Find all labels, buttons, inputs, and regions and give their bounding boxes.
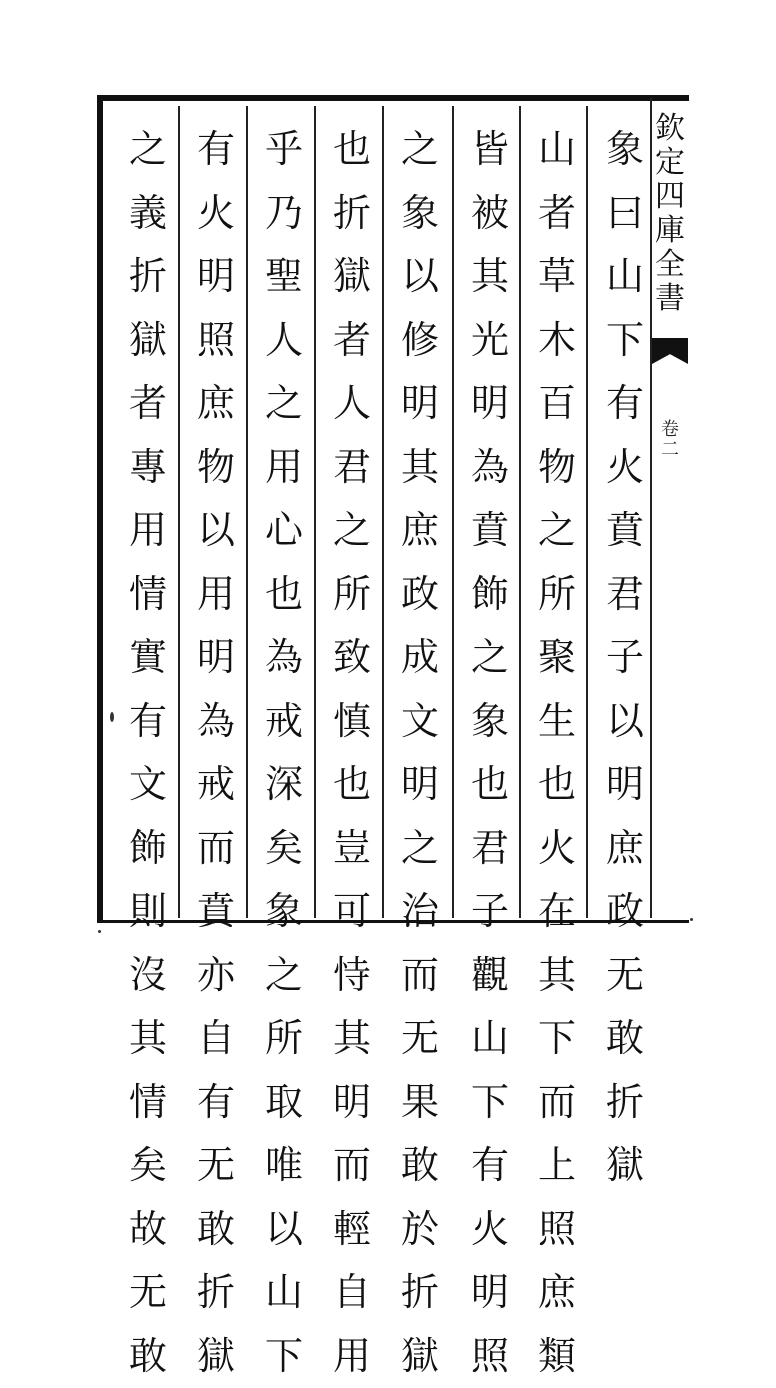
character: 賁: [597, 499, 653, 563]
character: 飾: [120, 817, 176, 881]
margin-title: [650, 112, 690, 316]
character: 也: [256, 563, 312, 627]
character: 火: [529, 817, 585, 881]
character: 生: [529, 690, 585, 754]
character: 庶: [188, 372, 244, 436]
character: 照: [529, 1198, 585, 1262]
character: 用: [120, 499, 176, 563]
column-rule: [178, 106, 180, 918]
character: 乎: [256, 118, 312, 182]
character: 曰: [597, 182, 653, 246]
character: 情: [120, 1071, 176, 1135]
character: 有: [120, 690, 176, 754]
character: 君: [597, 563, 653, 627]
character: 明: [188, 245, 244, 309]
character: 明: [392, 372, 448, 436]
character: 獄: [120, 309, 176, 373]
character: 火: [462, 1198, 518, 1262]
character: 致: [324, 626, 380, 690]
character: 之: [256, 372, 312, 436]
character: 為: [188, 690, 244, 754]
character: 之: [324, 499, 380, 563]
character: 實: [120, 626, 176, 690]
character: 類: [529, 1325, 585, 1388]
character: 君: [324, 436, 380, 500]
character: 義: [120, 182, 176, 246]
character: 為: [256, 626, 312, 690]
character: 无: [597, 944, 653, 1008]
character: 山: [529, 118, 585, 182]
character: 其: [529, 944, 585, 1008]
character: 子: [462, 880, 518, 944]
character: 獄: [324, 245, 380, 309]
character: 於: [392, 1198, 448, 1262]
character: 之: [529, 499, 585, 563]
character: 子: [597, 626, 653, 690]
column-rule: [314, 106, 316, 918]
character: 沒: [120, 944, 176, 1008]
character: 矣: [120, 1134, 176, 1198]
text-column-8: [120, 118, 176, 1388]
character: 聚: [529, 626, 585, 690]
character: 之: [462, 626, 518, 690]
character: 物: [529, 436, 585, 500]
character: 折: [597, 1071, 653, 1135]
character: 山: [597, 245, 653, 309]
column-rule: [246, 106, 248, 918]
character: 上: [529, 1134, 585, 1198]
character: 物: [188, 436, 244, 500]
character: 折: [324, 182, 380, 246]
character: 明: [392, 753, 448, 817]
text-column-2: [529, 118, 585, 1388]
character: 治: [392, 880, 448, 944]
character: 下: [529, 1007, 585, 1071]
character: 其: [120, 1007, 176, 1071]
character: 亦: [188, 944, 244, 1008]
character: 庶: [529, 1261, 585, 1325]
column-rule: [586, 106, 588, 918]
character: 火: [597, 436, 653, 500]
character: 也: [462, 753, 518, 817]
character: 慎: [324, 690, 380, 754]
character: 敢: [392, 1134, 448, 1198]
character: 而: [392, 944, 448, 1008]
character: 自: [188, 1007, 244, 1071]
character: 而: [188, 817, 244, 881]
character: 觀: [462, 944, 518, 1008]
character: 果: [392, 1071, 448, 1135]
character: 无: [392, 1007, 448, 1071]
character: 自: [324, 1261, 380, 1325]
character: 以: [188, 499, 244, 563]
character: 用: [256, 436, 312, 500]
character: 有: [188, 118, 244, 182]
character: 皆: [462, 118, 518, 182]
character: 敢: [188, 1198, 244, 1262]
character: 者: [324, 309, 380, 373]
character: 敢: [597, 1007, 653, 1071]
character: 下: [597, 309, 653, 373]
character: 君: [462, 817, 518, 881]
character: 照: [188, 309, 244, 373]
column-rule: [519, 106, 521, 918]
character: 也: [324, 753, 380, 817]
character: 戒: [188, 753, 244, 817]
character: 无: [188, 1134, 244, 1198]
character: 則: [120, 880, 176, 944]
character: 獄: [392, 1325, 448, 1388]
character: 賁: [188, 880, 244, 944]
character: 之: [392, 817, 448, 881]
character: 象: [256, 880, 312, 944]
character: 政: [597, 880, 653, 944]
margin-title-character: 四: [650, 180, 690, 214]
text-column-6: [256, 118, 312, 1388]
character: 折: [120, 245, 176, 309]
character: 成: [392, 626, 448, 690]
character: 有: [597, 372, 653, 436]
margin-title-character: 全: [650, 248, 690, 282]
character: 有: [188, 1071, 244, 1135]
character: 下: [256, 1325, 312, 1388]
character: 象: [392, 182, 448, 246]
character: 矣: [256, 817, 312, 881]
character: 有: [462, 1134, 518, 1198]
character: 心: [256, 499, 312, 563]
character: 故: [120, 1198, 176, 1262]
character: 也: [529, 753, 585, 817]
character: 乃: [256, 182, 312, 246]
character: 者: [529, 182, 585, 246]
character: 在: [529, 880, 585, 944]
margin-title-character: 書: [650, 282, 690, 316]
margin-juan: 卷二: [656, 420, 684, 460]
character: 折: [188, 1261, 244, 1325]
character: 獄: [188, 1325, 244, 1388]
text-column-7: [188, 118, 244, 1388]
character: 深: [256, 753, 312, 817]
character: 而: [529, 1071, 585, 1135]
character: 修: [392, 309, 448, 373]
character: 用: [324, 1325, 380, 1388]
character: 山: [462, 1007, 518, 1071]
character: 取: [256, 1071, 312, 1135]
character: 文: [120, 753, 176, 817]
character: 折: [392, 1261, 448, 1325]
scan-speck: [690, 918, 693, 921]
character: 明: [324, 1071, 380, 1135]
character: 明: [462, 1261, 518, 1325]
character: 草: [529, 245, 585, 309]
margin-title-character: 庫: [650, 214, 690, 248]
character: 獄: [597, 1134, 653, 1198]
character: 飾: [462, 563, 518, 627]
text-column-3: [462, 118, 518, 1388]
character: 以: [392, 245, 448, 309]
character: 照: [462, 1325, 518, 1388]
character: 者: [120, 372, 176, 436]
character: 其: [324, 1007, 380, 1071]
character: 象: [462, 690, 518, 754]
character: 專: [120, 436, 176, 500]
character: 光: [462, 309, 518, 373]
character: 山: [256, 1261, 312, 1325]
character: 被: [462, 182, 518, 246]
character: 下: [462, 1071, 518, 1135]
character: 以: [597, 690, 653, 754]
character: 人: [324, 372, 380, 436]
character: 也: [324, 118, 380, 182]
margin-title-character: 欽: [650, 112, 690, 146]
character: 人: [256, 309, 312, 373]
character: 其: [462, 245, 518, 309]
text-column-1: [597, 118, 653, 1198]
character: 明: [188, 626, 244, 690]
character: 恃: [324, 944, 380, 1008]
margin-title-character: 定: [650, 146, 690, 180]
character: 之: [120, 118, 176, 182]
character: 輕: [324, 1198, 380, 1262]
column-rule: [382, 106, 384, 918]
character: 而: [324, 1134, 380, 1198]
text-column-4: [392, 118, 448, 1388]
character: 象: [597, 118, 653, 182]
character: 之: [392, 118, 448, 182]
character: 之: [256, 944, 312, 1008]
character: 用: [188, 563, 244, 627]
text-column-5: [324, 118, 380, 1388]
character: 所: [256, 1007, 312, 1071]
character: 文: [392, 690, 448, 754]
character: 百: [529, 372, 585, 436]
character: 賁: [462, 499, 518, 563]
character: 豈: [324, 817, 380, 881]
character: 明: [597, 753, 653, 817]
scan-speck: [98, 930, 101, 933]
scan-speck: [110, 712, 114, 722]
character: 明: [462, 372, 518, 436]
character: 庶: [597, 817, 653, 881]
character: 情: [120, 563, 176, 627]
character: 以: [256, 1198, 312, 1262]
character: 聖: [256, 245, 312, 309]
character: 无: [120, 1261, 176, 1325]
character: 戒: [256, 690, 312, 754]
column-rule: [452, 106, 454, 918]
character: 唯: [256, 1134, 312, 1198]
character: 可: [324, 880, 380, 944]
character: 政: [392, 563, 448, 627]
character: 火: [188, 182, 244, 246]
character: 木: [529, 309, 585, 373]
character: 其: [392, 436, 448, 500]
character: 所: [324, 563, 380, 627]
character: 為: [462, 436, 518, 500]
character: 庶: [392, 499, 448, 563]
character: 敢: [120, 1325, 176, 1388]
character: 所: [529, 563, 585, 627]
